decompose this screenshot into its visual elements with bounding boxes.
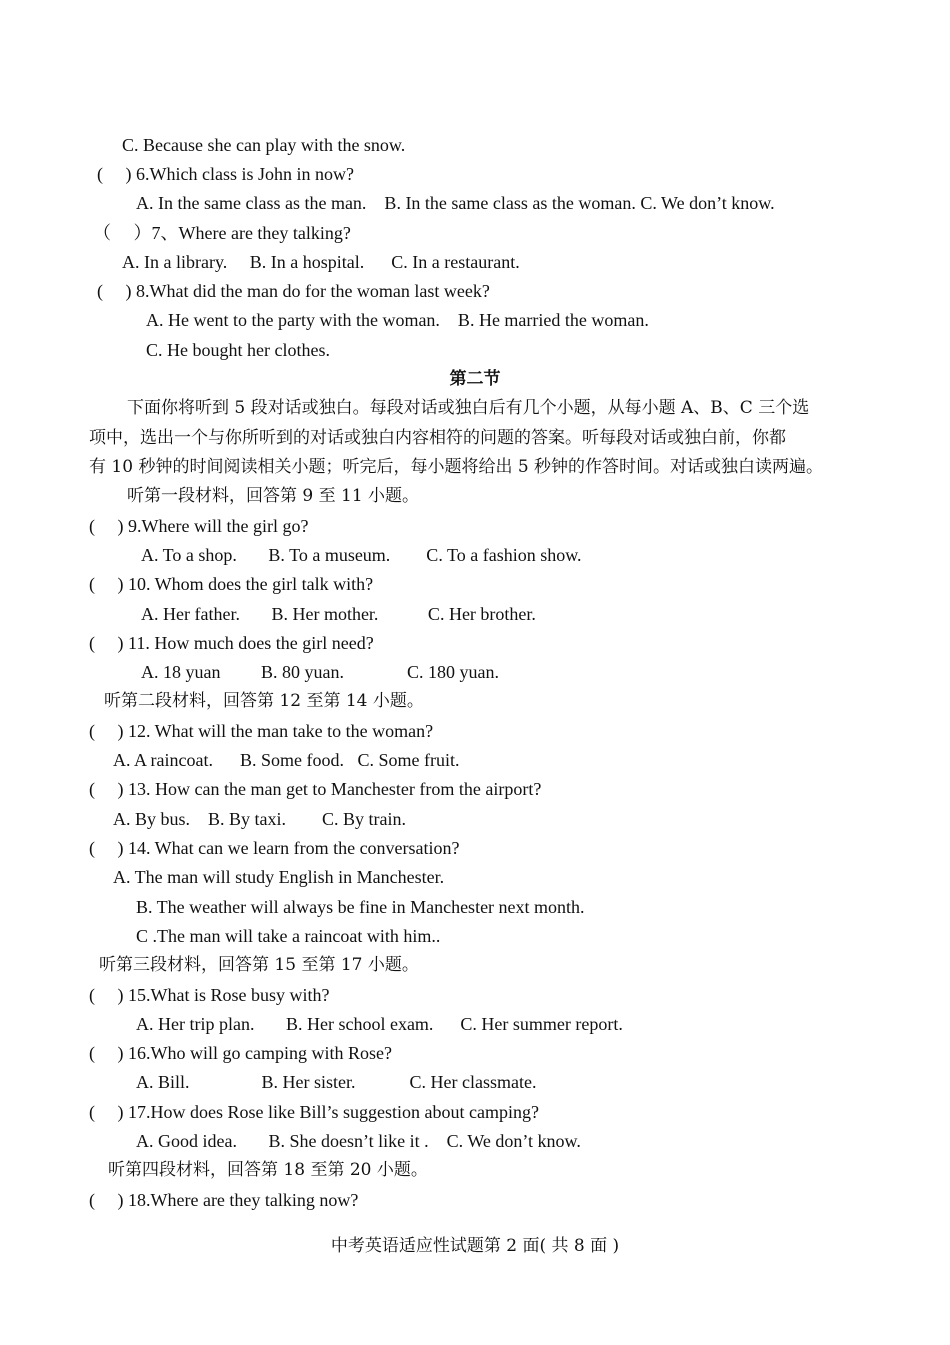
question-line: ( ) 13. How can the man get to Manchester from the airport? [89,779,542,799]
question-line: ( ) 9.Where will the girl go? [89,516,309,536]
part-heading: 听第一段材料，回答第 9 至 11 小题。 [127,486,420,506]
question-line: ( ) 12. What will the man take to the woman? [89,721,434,741]
option-line: C. He bought her clothes. [146,340,330,360]
option-line: A. The man will study English in Manchester. [113,867,445,887]
part-heading: 听第四段材料，回答第 18 至第 20 小题。 [108,1160,428,1180]
option-line: A. Her trip plan. B. Her school exam. C. Her summer report. [136,1014,623,1034]
question-line: ( ) 14. What can we learn from the conversation? [89,838,460,858]
question-line: ( ) 8.What did the man do for the woman last week? [97,281,490,301]
option-line: C .The man will take a raincoat with him.. [136,926,441,946]
option-line: A. By bus. B. By taxi. C. By train. [113,809,407,829]
option-line: A. In a library. B. In a hospital. C. In a restaurant. [122,252,520,272]
option-line: A. In the same class as the man. B. In the same class as the woman. C. We don’t know. [136,193,775,213]
option-line: A. Her father. B. Her mother. C. Her brother. [141,604,536,624]
option-line: A. Bill. B. Her sister. C. Her classmate. [136,1072,537,1092]
question-line: ( ) 6.Which class is John in now? [97,164,354,184]
question-line: ( ) 10. Whom does the girl talk with? [89,574,374,594]
instruction-line: 下面你将听到 5 段对话或独白。每段对话或独白后有几个小题，从每小题 A、B、C 三个选 [127,398,810,418]
part-heading: 听第三段材料，回答第 15 至第 17 小题。 [99,955,419,975]
option-line: A. Good idea. B. She doesn’t like it . C. We don’t know. [136,1131,581,1151]
instruction-line: 有 10 秒钟的时间阅读相关小题；听完后，每小题将给出 5 秒钟的作答时间。对话或独白读两遍。 [89,457,824,477]
part-heading: 听第二段材料，回答第 12 至第 14 小题。 [104,691,424,711]
option-line: A. He went to the party with the woman. B. He married the woman. [146,310,649,330]
question-line: ( ) 17.How does Rose like Bill’s suggestion about camping? [89,1102,539,1122]
question-line: ( ) 16.Who will go camping with Rose? [89,1043,392,1063]
option-line: B. The weather will always be fine in Manchester next month. [136,897,585,917]
question-line: ( ) 15.What is Rose busy with? [89,985,330,1005]
question-line: ( ) 18.Where are they talking now? [89,1190,359,1210]
option-line: C. Because she can play with the snow. [122,135,406,155]
option-line: A. A raincoat. B. Some food. C. Some fruit. [113,750,460,770]
instruction-line: 项中，选出一个与你所听到的对话或独白内容相符的问题的答案。听每段对话或独白前，你都 [89,428,786,448]
question-line: ( ) 11. How much does the girl need? [89,633,374,653]
option-line: A. 18 yuan B. 80 yuan. C. 180 yuan. [141,662,499,682]
option-line: A. To a shop. B. To a museum. C. To a fashion show. [141,545,582,565]
question-line: （ ）7、Where are they talking? [93,223,351,243]
page-footer: 中考英语适应性试题第 2 面( 共 8 面 ) [330,1236,620,1256]
section-heading: 第二节 [449,369,501,389]
